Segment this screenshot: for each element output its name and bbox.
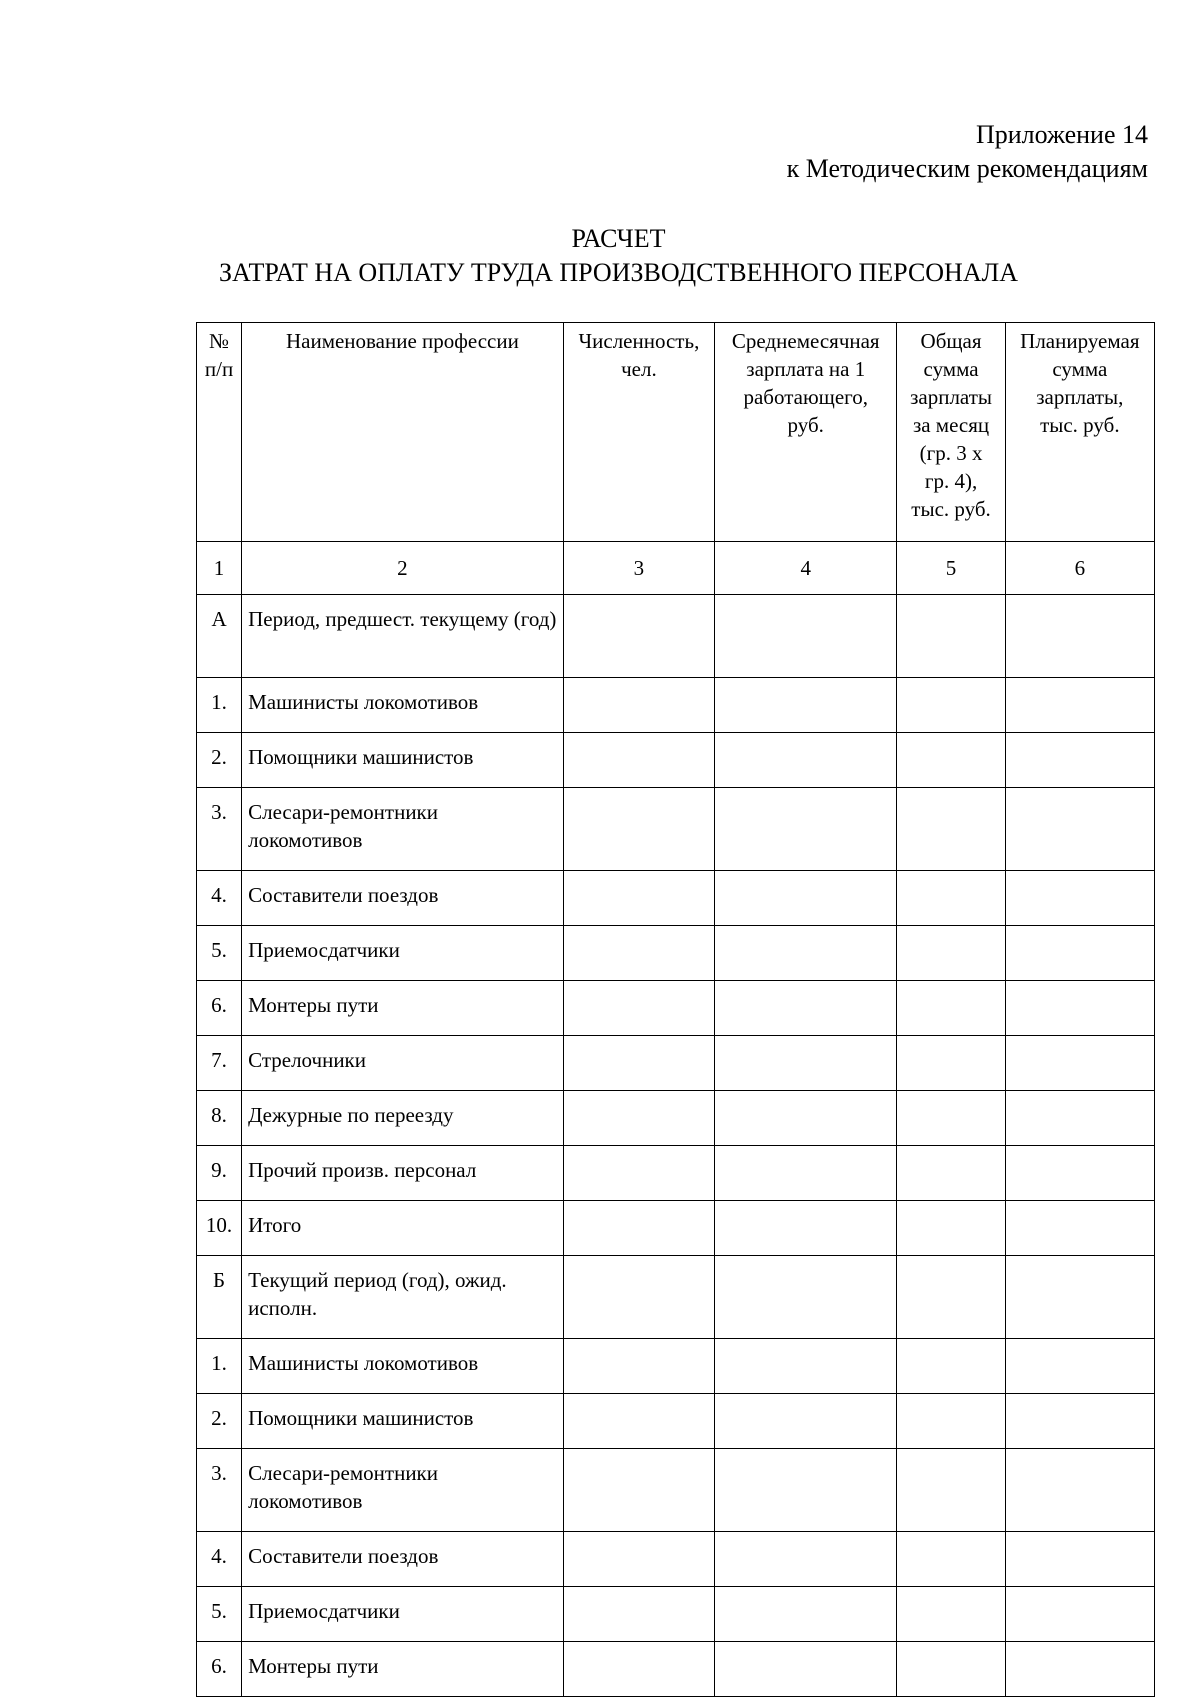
row-number: 6. <box>197 1642 242 1697</box>
headcount-cell[interactable] <box>563 1642 714 1697</box>
planned-cell[interactable] <box>1005 981 1154 1036</box>
total-monthly-cell[interactable] <box>897 1036 1005 1091</box>
avg-salary-cell[interactable] <box>715 788 897 871</box>
planned-cell[interactable] <box>1005 678 1154 733</box>
planned-cell[interactable] <box>1005 1146 1154 1201</box>
appendix-reference: к Методическим рекомендациям <box>786 154 1148 183</box>
headcount-cell[interactable] <box>563 1449 714 1532</box>
row-number: 5. <box>197 1587 242 1642</box>
row-number: 9. <box>197 1146 242 1201</box>
profession-name: Составители поездов <box>242 1532 564 1587</box>
profession-name: Машинисты локомотивов <box>242 1339 564 1394</box>
row-number: 4. <box>197 1532 242 1587</box>
title-line-2: ЗАТРАТ НА ОПЛАТУ ТРУДА ПРОИЗВОДСТВЕННОГО ПЕРСОНАЛА <box>218 258 1019 287</box>
headcount-cell[interactable] <box>563 871 714 926</box>
row-number: 5. <box>197 926 242 981</box>
table-row <box>197 733 1155 788</box>
headcount-cell[interactable] <box>563 1201 714 1256</box>
avg-salary-cell[interactable] <box>715 1394 897 1449</box>
profession-name: Составители поездов <box>242 871 564 926</box>
total-monthly-cell[interactable] <box>897 1449 1005 1532</box>
table-row <box>197 981 1155 1036</box>
planned-cell[interactable] <box>1005 1036 1154 1091</box>
planned-cell[interactable] <box>1005 1532 1154 1587</box>
table-row <box>197 788 1155 871</box>
column-number: 6 <box>1005 542 1154 595</box>
table-row <box>197 1146 1155 1201</box>
headcount-cell[interactable] <box>563 926 714 981</box>
planned-cell[interactable] <box>1005 1449 1154 1532</box>
column-number: 4 <box>715 542 897 595</box>
headcount-cell[interactable] <box>563 595 714 678</box>
row-number: 6. <box>197 981 242 1036</box>
row-number: 3. <box>197 788 242 871</box>
planned-cell[interactable] <box>1005 1642 1154 1697</box>
row-number: Б <box>197 1256 242 1339</box>
column-number: 3 <box>563 542 714 595</box>
avg-salary-cell[interactable] <box>715 1201 897 1256</box>
row-number: 10. <box>197 1201 242 1256</box>
planned-cell[interactable] <box>1005 1394 1154 1449</box>
planned-cell[interactable] <box>1005 1256 1154 1339</box>
total-monthly-cell[interactable] <box>897 595 1005 678</box>
header-row <box>197 323 1155 542</box>
profession-name: Приемосдатчики <box>242 1587 564 1642</box>
table-row <box>197 1587 1155 1642</box>
headcount-cell[interactable] <box>563 788 714 871</box>
total-monthly-cell[interactable] <box>897 1339 1005 1394</box>
total-monthly-cell[interactable] <box>897 788 1005 871</box>
planned-cell[interactable] <box>1005 788 1154 871</box>
avg-salary-cell[interactable] <box>715 1642 897 1697</box>
profession-name: Период, предшест. текущему (год) <box>242 595 564 678</box>
row-number: 8. <box>197 1091 242 1146</box>
planned-cell[interactable] <box>1005 1091 1154 1146</box>
table-row <box>197 926 1155 981</box>
headcount-cell[interactable] <box>563 678 714 733</box>
headcount-cell[interactable] <box>563 1036 714 1091</box>
avg-salary-cell[interactable] <box>715 871 897 926</box>
avg-salary-cell[interactable] <box>715 733 897 788</box>
headcount-cell[interactable] <box>563 1587 714 1642</box>
row-number: 1. <box>197 678 242 733</box>
profession-name: Текущий период (год), ожид. исполн. <box>242 1256 564 1339</box>
table-row <box>197 1449 1155 1532</box>
total-monthly-cell[interactable] <box>897 926 1005 981</box>
avg-salary-cell[interactable] <box>715 1532 897 1587</box>
headcount-cell[interactable] <box>563 1532 714 1587</box>
avg-salary-cell[interactable] <box>715 1146 897 1201</box>
appendix-number: Приложение 14 <box>975 120 1148 149</box>
title-line-1: РАСЧЕТ <box>571 224 666 253</box>
profession-name: Дежурные по переезду <box>242 1091 564 1146</box>
total-monthly-cell[interactable] <box>897 1201 1005 1256</box>
table-row <box>197 678 1155 733</box>
avg-salary-cell[interactable] <box>715 1449 897 1532</box>
avg-salary-cell[interactable] <box>715 1587 897 1642</box>
row-number: 3. <box>197 1449 242 1532</box>
profession-name: Помощники машинистов <box>242 733 564 788</box>
total-monthly-cell[interactable] <box>897 871 1005 926</box>
header-cell-number: № п/п <box>197 323 242 542</box>
header-cell-total-monthly: Общая сумма зарплаты за месяц (гр. 3 х гр. 4), тыс. руб. <box>897 323 1005 542</box>
total-monthly-cell[interactable] <box>897 1587 1005 1642</box>
table-row <box>197 1642 1155 1697</box>
avg-salary-cell[interactable] <box>715 1339 897 1394</box>
profession-name: Слесари-ремонтники локомотивов <box>242 1449 564 1532</box>
column-number-row <box>197 542 1155 595</box>
planned-cell[interactable] <box>1005 871 1154 926</box>
table-row <box>197 1532 1155 1587</box>
table-row <box>197 595 1155 678</box>
total-monthly-cell[interactable] <box>897 1532 1005 1587</box>
table-row <box>197 1091 1155 1146</box>
planned-cell[interactable] <box>1005 1587 1154 1642</box>
headcount-cell[interactable] <box>563 1146 714 1201</box>
total-monthly-cell[interactable] <box>897 981 1005 1036</box>
row-number: 1. <box>197 1339 242 1394</box>
profession-name: Монтеры пути <box>242 981 564 1036</box>
header-cell-planned: Планируемая сумма зарплаты, тыс. руб. <box>1005 323 1154 542</box>
planned-cell[interactable] <box>1005 1339 1154 1394</box>
headcount-cell[interactable] <box>563 981 714 1036</box>
profession-name: Стрелочники <box>242 1036 564 1091</box>
headcount-cell[interactable] <box>563 1339 714 1394</box>
total-monthly-cell[interactable] <box>897 1394 1005 1449</box>
table-body <box>197 595 1155 1697</box>
profession-name: Приемосдатчики <box>242 926 564 981</box>
table-row <box>197 1256 1155 1339</box>
row-number: 4. <box>197 871 242 926</box>
header-cell-headcount: Численность, чел. <box>563 323 714 542</box>
header-cell-profession: Наименование профессии <box>242 323 564 542</box>
table-row <box>197 1201 1155 1256</box>
total-monthly-cell[interactable] <box>897 678 1005 733</box>
avg-salary-cell[interactable] <box>715 1091 897 1146</box>
table-row <box>197 1339 1155 1394</box>
row-number: 7. <box>197 1036 242 1091</box>
profession-name: Помощники машинистов <box>242 1394 564 1449</box>
avg-salary-cell[interactable] <box>715 1036 897 1091</box>
avg-salary-cell[interactable] <box>715 981 897 1036</box>
headcount-cell[interactable] <box>563 1091 714 1146</box>
appendix-note <box>787 118 1148 186</box>
profession-name: Машинисты локомотивов <box>242 678 564 733</box>
profession-name: Монтеры пути <box>242 1642 564 1697</box>
document-title <box>0 222 1200 290</box>
table-row <box>197 871 1155 926</box>
row-number: 2. <box>197 1394 242 1449</box>
header-cell-avg-salary: Среднемесячная зарплата на 1 работающего, руб. <box>715 323 897 542</box>
planned-cell[interactable] <box>1005 733 1154 788</box>
total-monthly-cell[interactable] <box>897 733 1005 788</box>
headcount-cell[interactable] <box>563 1256 714 1339</box>
planned-cell[interactable] <box>1005 595 1154 678</box>
avg-salary-cell[interactable] <box>715 926 897 981</box>
column-number: 5 <box>897 542 1005 595</box>
total-monthly-cell[interactable] <box>897 1091 1005 1146</box>
row-number: А <box>197 595 242 678</box>
avg-salary-cell[interactable] <box>715 1256 897 1339</box>
profession-name: Прочий произв. персонал <box>242 1146 564 1201</box>
profession-name: Слесари-ремонтники локомотивов <box>242 788 564 871</box>
labor-cost-table <box>196 322 1155 1697</box>
row-number: 2. <box>197 733 242 788</box>
total-monthly-cell[interactable] <box>897 1256 1005 1339</box>
profession-name: Итого <box>242 1201 564 1256</box>
planned-cell[interactable] <box>1005 1201 1154 1256</box>
headcount-cell[interactable] <box>563 733 714 788</box>
total-monthly-cell[interactable] <box>897 1642 1005 1697</box>
headcount-cell[interactable] <box>563 1394 714 1449</box>
avg-salary-cell[interactable] <box>715 595 897 678</box>
column-number: 2 <box>242 542 564 595</box>
avg-salary-cell[interactable] <box>715 678 897 733</box>
total-monthly-cell[interactable] <box>897 1146 1005 1201</box>
column-number: 1 <box>197 542 242 595</box>
table-row <box>197 1036 1155 1091</box>
planned-cell[interactable] <box>1005 926 1154 981</box>
table-row <box>197 1394 1155 1449</box>
